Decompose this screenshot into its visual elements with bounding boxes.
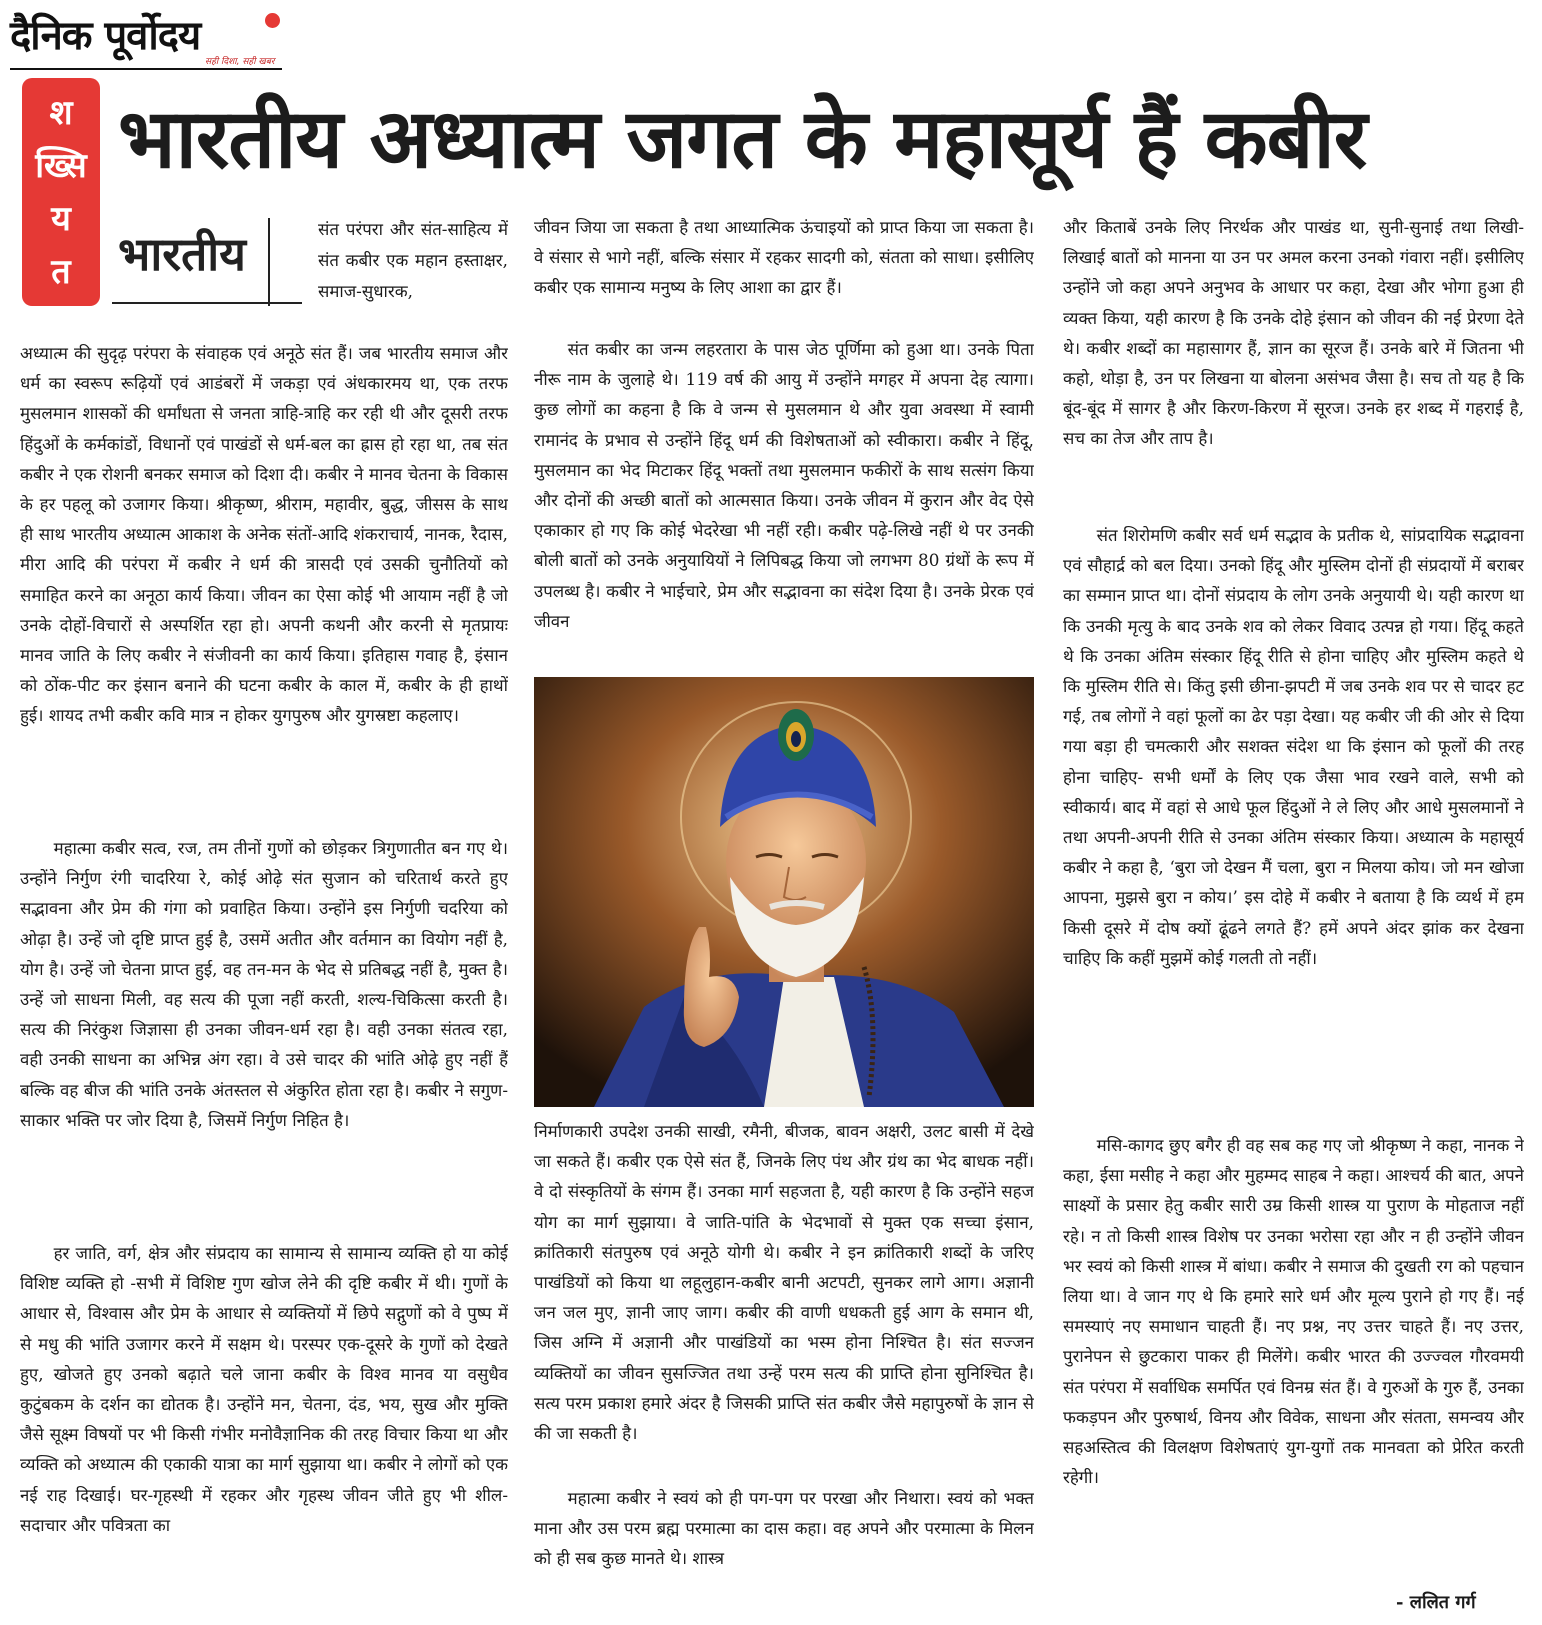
column-1-paragraph: महात्मा कबीर सत्व, रज, तम तीनों गुणों को छोड़कर त्रिगुणातीत बन गए थे। उन्होंने निर्गुण रंगी चादरिया रे, कोई ओढ़े संत सुजान को चरितार्थ करते हुए सद्भावना और प्रेम की गंगा को प्रवाहित किया। उन्होंने इस निर्गुणी चदरिया को ओढ़ा है। उन्हें जो दृष्टि प्राप्त हुई है, उसमें अतीत और वर्तमान का वियोग नहीं है, योग है। उन्हें जो चेतना प्राप्त हुई, वह तन-मन के भेद से प्रतिबद्ध नहीं है, मुक्त है। उन्हें जो साधना मिली, वह सत्य की पूजा नहीं करती, शल्य-चिकित्सा करती है। सत्य की निरंकुश जिज्ञासा ही उनका जीवन-धर्म रहा है। वही उनका संतत्व रहा, वही उनकी साधना का अभिन्न अंग रहा। वे उसे चादर की भांति ओढ़े हुए नहीं हैं बल्कि वह बीज की भांति उनके अंतस्तल से अंकुरित होता रहा है। कबीर ने सगुण-साकार भक्ति पर जोर दिया है, जिसमें निर्गुण निहित है।	[20, 838, 508, 1130]
column-2-paragraph: महात्मा कबीर ने स्वयं को ही पग-पग पर परखा और निथारा। स्वयं को भक्त माना और उस परम ब्रह्म परमात्मा का दास कहा। वह अपने और परमात्मा के मिलन को ही सब कुछ मानते थे। शास्त्र	[534, 1488, 1034, 1569]
section-badge-char: य	[51, 198, 71, 239]
column-2-paragraph: निर्माणकारी उपदेश उनकी साखी, रमैनी, बीजक, बावन अक्षरी, उलट बासी में देखे जा सकते हैं। कबीर एक ऐसे संत हैं, जिनके लिए पंथ और ग्रंथ का भेद बाधक नहीं। वे दो संस्कृतियों के संगम हैं। उनका मार्ग सहजता है, यही कारण है कि उन्होंने सहज योग का मार्ग सुझाया। वे जाति-पांति के भेदभावों से मुक्त एक सच्चा इंसान, क्रांतिकारी संतपुरुष एवं अनूठे योगी थे। कबीर ने इन क्रांतिकारी शब्दों के जरिए पाखंडियों को किया था लहूलुहान-कबीर बानी अटपटी, सुनकर लागे आग। अज्ञानी जन जल मुए, ज्ञानी जाए जाग। कबीर की वाणी धधकती हुई आग के समान थी, जिस अग्नि में अज्ञानी और पाखंडियों का भस्म होना निश्चित है। संत सज्जन व्यक्तियों का जीवन सुसज्जित तथा उन्हें परम सत्य की प्राप्ति होना सुनिश्चित है। सत्य परम प्रकाश हमारे अंदर है जिसकी प्राप्ति संत कबीर जैसे महापुरुषों के ज्ञान से की जा सकती है।	[534, 1121, 1034, 1444]
kicker-rule-horizontal	[112, 302, 302, 304]
section-badge	[22, 78, 100, 306]
section-badge-char: ख्सि	[35, 145, 87, 186]
column-3-paragraph: और किताबें उनके लिए निरर्थक और पाखंड था, सुनी-सुनाई तथा लिखी-लिखाई बातों को मानना या उन पर अमल करना उनको गंवारा नहीं। इसीलिए उन्होंने जो कहा अपने अनुभव के आधार पर कहा, देखा और भोगा हुआ ही व्यक्त किया, यही कारण है कि उनके दोहे इंसान को जीवन की नई प्रेरणा देते थे। कबीर शब्दों का महासागर हैं, ज्ञान का सूरज हैं। उनके बारे में जितना भी कहो, थोड़ा है, उन पर लिखना या बोलना असंभव जैसा है। सच तो यह है कि बूंद-बूंद में सागर है और किरण-किरण में सूरज। उनके हर शब्द में गहराई है, सच का तेज और ताप है।	[1063, 217, 1524, 449]
masthead-title: दैनिक पूर्वोदय	[10, 12, 201, 59]
masthead-tagline: सही दिशा, सही खबर	[205, 57, 275, 67]
masthead-dot-icon	[265, 13, 280, 28]
kabir-portrait-image	[534, 677, 1034, 1107]
kicker: भारतीय	[118, 227, 246, 281]
kicker-rule-vertical	[268, 218, 270, 306]
section-badge-char: श	[49, 92, 73, 133]
column-3-paragraph: संत शिरोमणि कबीर सर्व धर्म सद्भाव के प्रतीक थे, सांप्रदायिक सद्भावना एवं सौहार्द्र को बल दिया। उनको हिंदू और मुस्लिम दोनों ही संप्रदायों में बराबर का सम्मान प्राप्त था। दोनों संप्रदाय के लोग उनके अनुयायी थे। यही कारण था कि उनकी मृत्यु के बाद उनके शव को लेकर विवाद उत्पन्न हो गया। हिंदू कहते थे कि उनका अंतिम संस्कार हिंदू रीति से होना चाहिए और मुस्लिम कहते थे कि मुस्लिम रीति से। किंतु इसी छीना-झपटी में जब उनके शव पर से चादर हट गई, तब लोगों ने वहां फूलों का ढेर पड़ा देखा। यह कबीर जी की ओर से दिया गया बड़ा ही चमत्कारी और सशक्त संदेश था कि इंसान को फूलों की तरह होना चाहिए- सभी धर्मों के लिए एक जैसा भाव रखने वाले, सभी को स्वीकार्य। बाद में वहां से आधे फूल हिंदुओं ने ले लिए और आधे मुसलमानों ने तथा अपनी-अपनी रीति से उनका अंतिम संस्कार किया। अध्यात्म के महासूर्य कबीर ने कहा है, ‘बुरा जो देखन मैं चला, बुरा न मिलया कोय। जो मन खोजा आपना, मुझसे बुरा न कोय।’ इस दोहे में कबीर ने बताया है कि व्यर्थ में हम किसी दूसरे में दोष क्यों ढूंढने लगते हैं? हमें अपने अंदर झांक कर देखना चाहिए कि कहीं मुझमें कोई गलती तो नहीं।	[1063, 525, 1524, 968]
author-byline: - ललित गर्ग	[1396, 1592, 1476, 1613]
headline: भारतीय अध्यात्म जगत के महासूर्य हैं कबीर	[118, 92, 1367, 187]
column-2-paragraph: संत कबीर का जन्म लहरतारा के पास जेठ पूर्णिमा को हुआ था। उनके पिता नीरू नाम के जुलाहे थे। 119 वर्ष की आयु में उन्होंने मगहर में अपना देह त्यागा। कुछ लोगों का कहना है कि वे जन्म से मुसलमान थे और युवा अवस्था में स्वामी रामानंद के प्रभाव से उन्होंने हिंदू धर्म की विशेषताओं को स्वीकारा। कबीर ने हिंदू, मुसलमान का भेद मिटाकर हिंदू भक्तों तथा मुसलमान फकीरों के साथ सत्संग किया और दोनों की अच्छी बातों को आत्मसात किया। उनके जीवन में कुरान और वेद ऐसे एकाकार हो गए कि कोई भेदरेखा भी नहीं रही। कबीर पढ़े-लिखे नहीं थे पर उनकी बोली बातों को उनके अनुयायियों ने लिपिबद्ध किया जो लगभग 80 ग्रंथों के रूप में उपलब्ध है। कबीर ने भाईचारे, प्रेम और सद्भावना का संदेश दिया है। उनके प्रेरक एवं जीवन	[534, 339, 1034, 631]
section-badge-char: त	[51, 251, 71, 292]
masthead-logo	[10, 6, 280, 70]
column-2-paragraph: जीवन जिया जा सकता है तथा आध्यात्मिक ऊंचाइयों को प्राप्त किया जा सकता है। वे संसार से भागे नहीं, बल्कि संसार में रहकर सादगी को, संतता को साधा। इसीलिए कबीर एक सामान्य मनुष्य के लिए आशा का द्वार हैं।	[534, 217, 1034, 298]
column-1-paragraph: अध्यात्म की सुदृढ़ परंपरा के संवाहक एवं अनूठे संत हैं। जब भारतीय समाज और धर्म का स्वरूप रूढ़ियों एवं आडंबरों में जकड़ा एवं अंधकारमय था, एक तरफ मुसलमान शासकों की धर्मांधता से जनता त्राहि-त्राहि कर रही थी और दूसरी तरफ हिंदुओं के कर्मकांडों, विधानों एवं पाखंडों से धर्म-बल का ह्रास हो रहा था, तब संत कबीर ने एक रोशनी बनकर समाज को दिशा दी। कबीर ने मानव चेतना के विकास के हर पहलू को उजागर किया। श्रीकृष्ण, श्रीराम, महावीर, बुद्ध, जीसस के साथ ही साथ भारतीय अध्यात्म आकाश के अनेक संतों-आदि शंकराचार्य, नानक, रैदास, मीरा आदि की परंपरा में कबीर ने धर्म की त्रासदी एवं उसकी चुनौतियों को समाहित करने का अनूठा कार्य किया। जीवन का ऐसा कोई भी आयाम नहीं है जो उनके दोहों-विचारों से अस्पर्शित रहा हो। अपनी कथनी और करनी से मृतप्रायः मानव जाति के लिए कबीर ने संजीवनी का कार्य किया। इतिहास गवाह है, इंसान को ठोंक-पीट कर इंसान बनाने की घटना कबीर के काल में, कबीर के ही हाथों हुई। शायद तभी कबीर कवि मात्र न होकर युगपुरुष और युगस्रष्टा कहलाए।	[20, 343, 508, 726]
column-1-pull-text: संत परंपरा और संत-साहित्य में संत कबीर एक महान हस्ताक्षर, समाज-सुधारक,	[318, 219, 508, 301]
column-1-paragraph: हर जाति, वर्ग, क्षेत्र और संप्रदाय का सामान्य से सामान्य व्यक्ति हो या कोई विशिष्ट व्यक्ति हो -सभी में विशिष्ट गुण खोज लेने की दृष्टि कबीर में थी। गुणों के आधार से, विश्वास और प्रेम के आधार से व्यक्तियों में छिपे सद्गुणों को वे पुष्प में से मधु की भांति उजागर करने में सक्षम थे। परस्पर एक-दूसरे के गुणों को देखते हुए, खोजते हुए उनको बढ़ाते चले जाना कबीर के विश्व मानव या वसुधैव कुटुंबकम के दर्शन का द्योतक है। उन्होंने मन, चेतना, दंड, भय, सुख और मुक्ति जैसे सूक्ष्म विषयों पर भी किसी गंभीर मनोवैज्ञानिक की तरह विचार किया था और व्यक्ति को अध्यात्म की एकाकी यात्रा का मार्ग सुझाया था। कबीर ने लोगों को एक नई राह दिखाई। घर-गृहस्थी में रहकर और गृहस्थ जीवन जीते हुए भी शील-सदाचार और पवित्रता का	[20, 1243, 508, 1535]
masthead-rule	[10, 68, 282, 70]
kabir-portrait-illustration	[534, 677, 1034, 1107]
column-3-paragraph: मसि-कागद छुए बगैर ही वह सब कह गए जो श्रीकृष्ण ने कहा, नानक ने कहा, ईसा मसीह ने कहा और मुहम्मद साहब ने कहा। आश्चर्य की बात, अपने साक्ष्यों के प्रसार हेतु कबीर सारी उम्र किसी शास्त्र या पुराण के मोहताज नहीं रहे। न तो किसी शास्त्र विशेष पर उनका भरोसा रहा और न ही उन्होंने जीवन भर स्वयं को किसी शास्त्र में बांधा। कबीर ने समाज की दुखती रग को पहचान लिया था। वे जान गए थे कि हमारे सारे धर्म और मूल्य पुराने हो गए हैं। नई समस्याएं नए समाधान चाहती हैं। नए प्रश्न, नए उत्तर चाहते हैं। नए उत्तर, पुरानेपन से छुटकारा पाकर ही मिलेंगे। कबीर भारत की उज्ज्वल गौरवमयी संत परंपरा में सर्वाधिक समर्पित एवं विनम्र संत हैं। वे गुरुओं के गुरु हैं, उनका फकड़पन और पुरुषार्थ, विनय और विवेक, साधना और संतता, समन्वय और सहअस्तित्व की विलक्षण विशेषताएं युग-युगों तक मानवता को प्रेरित करती रहेगी।	[1063, 1135, 1524, 1488]
